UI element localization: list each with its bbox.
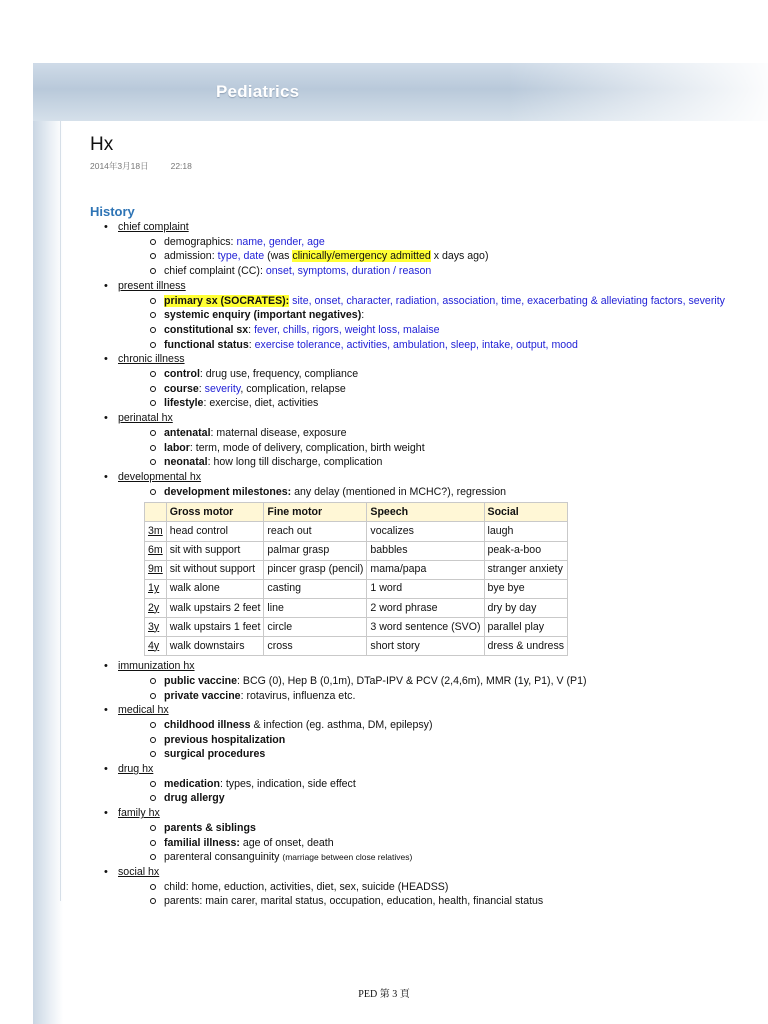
text-run: antenatal [164,426,211,439]
table-cell: walk upstairs 1 feet [166,617,264,636]
text-run: : maternal disease, exposure [210,426,347,439]
text-run: site, onset, character, radiation, association, time, exacerbating & alleviating factors, severity [292,294,725,307]
table-cell: walk alone [166,579,264,598]
text-run: chief complaint (CC): [164,265,266,278]
sub-item[interactable] [118,850,760,865]
category-label[interactable]: present illness [118,279,186,292]
table-cell: bye bye [484,579,568,598]
text-run: course [164,382,199,395]
table-cell: stranger anxiety [484,560,568,579]
sub-item[interactable] [118,455,760,470]
text-run: : exercise, diet, activities [203,397,319,410]
table-row [145,560,568,579]
text-run: functional status [164,338,249,351]
text-run: primary sx (SOCRATES): [164,294,290,307]
table-cell: walk upstairs 2 feet [166,598,264,617]
table-cell: mama/papa [367,560,484,579]
text-run: development milestones: [164,485,292,498]
text-run: parenteral consanguinity [164,851,283,864]
sub-item[interactable] [118,396,760,411]
milestones-table [144,502,568,656]
age-cell: 1y [145,579,167,598]
text-run: familial illness: [164,836,240,849]
sub-item[interactable] [118,382,760,397]
page-timestamp [90,160,192,172]
age-cell: 6m [145,541,167,560]
table-cell: circle [264,617,367,636]
sub-item[interactable] [118,235,760,250]
left-margin-bar [33,121,63,1024]
page-date: 2014年3月18日 [90,161,149,171]
table-cell: babbles [367,541,484,560]
text-run: labor [164,441,190,454]
text-run: (marriage between close relatives) [282,852,413,863]
outline-item-present-illness[interactable] [100,279,760,353]
text-run: medication [164,777,220,790]
text-run: type, date [217,250,265,263]
sub-list [118,718,760,762]
page-time: 22:18 [170,161,192,171]
column-header [145,503,167,522]
table-row [145,637,568,656]
sub-list [118,880,760,909]
history-heading: History [90,204,135,219]
table-row [145,617,568,636]
text-run: fever, chills, rigors, weight loss, malaise [254,323,440,336]
sub-item[interactable] [118,718,760,733]
sub-item[interactable] [118,367,760,382]
table-cell: short story [367,637,484,656]
text-run: parents: main carer, marital status, occupation, education, health, financial status [164,895,544,908]
text-run: previous hospitalization [164,733,286,746]
column-header: Fine motor [264,503,367,522]
text-run: private vaccine [164,689,241,702]
table-cell: 3 word sentence (SVO) [367,617,484,636]
sub-item[interactable] [118,689,760,704]
text-run: (was [264,250,293,263]
history-outline[interactable] [100,220,760,909]
sub-item[interactable] [118,323,760,338]
outline-item-perinatal-hx[interactable] [100,411,760,470]
table-cell: pincer grasp (pencil) [264,560,367,579]
category-label[interactable]: family hx [118,807,160,820]
section-title-header: Pediatrics [216,82,300,101]
table-cell: reach out [264,522,367,541]
margin-divider [60,121,61,901]
sub-item[interactable] [118,426,760,441]
table-cell: vocalizes [367,522,484,541]
table-cell: walk downstairs [166,637,264,656]
text-run: severity [204,382,241,395]
text-run: : how long till discharge, complication [207,456,383,469]
category-label[interactable]: chronic illness [118,353,185,366]
age-cell: 2y [145,598,167,617]
table-cell: palmar grasp [264,541,367,560]
sub-list [118,821,760,865]
text-run: , complication, relapse [240,382,346,395]
table-row [145,598,568,617]
sub-item[interactable] [118,880,760,895]
category-label[interactable]: chief complaint [118,221,189,233]
text-run: : drug use, frequency, compliance [199,368,359,381]
table-cell: dress & undress [484,637,568,656]
text-run: control [164,368,200,381]
sub-list [118,294,760,353]
sub-item[interactable] [118,733,760,748]
sub-list [118,426,760,470]
sub-item[interactable] [118,338,760,353]
text-run: lifestyle [164,397,204,410]
category-label[interactable]: perinatal hx [118,412,173,425]
table-cell: sit with support [166,541,264,560]
table-row [145,541,568,560]
table-cell: 1 word [367,579,484,598]
sub-list [118,235,760,279]
table-cell: casting [264,579,367,598]
table-cell: laugh [484,522,568,541]
outline-item-chief-complaint[interactable] [100,220,760,279]
sub-list [118,367,760,411]
sub-item[interactable] [118,294,760,309]
text-run: childhood illness [164,718,251,731]
sub-item[interactable] [118,836,760,851]
text-run: clinically/emergency admitted [292,250,431,263]
sub-item[interactable] [118,308,760,323]
section-header-band [33,63,768,121]
text-run: surgical procedures [164,748,266,761]
column-header: Speech [367,503,484,522]
text-run: demographics: [164,235,237,248]
text-run: : [248,338,255,351]
text-run: : BCG (0), Hep B (0,1m), DTaP-IPV & PCV (2,4,6m), MMR (1y, P1), V (P1) [237,674,587,687]
sub-item[interactable] [118,674,760,689]
text-run: parents & siblings [164,821,256,834]
outline-item-family-hx[interactable] [100,806,760,865]
category-label[interactable]: developmental hx [118,470,202,483]
sub-item[interactable] [118,791,760,806]
outline-item-drug-hx[interactable] [100,762,760,806]
table-cell: 2 word phrase [367,598,484,617]
outline-item-social-hx[interactable] [100,865,760,909]
text-run: constitutional sx [164,323,249,336]
age-cell: 3m [145,522,167,541]
outline-item-immunization-hx[interactable] [100,659,760,703]
page-footer: PED 第 3 頁 [358,989,410,1000]
outline-item-developmental-hx[interactable] [100,470,760,656]
text-run: : [248,323,255,336]
text-run: systemic enquiry (important negatives) [164,309,362,322]
text-run: any delay (mentioned in MCHC?), regression [291,485,507,498]
text-run: drug allergy [164,792,225,805]
text-run: name, gender, age [236,235,325,248]
text-run: : [361,309,365,322]
table-cell: parallel play [484,617,568,636]
outline-item-medical-hx[interactable] [100,703,760,762]
category-label[interactable]: social hx [118,865,160,878]
sub-item[interactable] [118,777,760,792]
table-cell: dry by day [484,598,568,617]
text-run: & infection (eg. asthma, DM, epilepsy) [250,718,433,731]
category-label[interactable]: medical hx [118,704,169,717]
table-row [145,579,568,598]
sub-list [118,674,760,703]
sub-item[interactable] [118,747,760,762]
text-run: admission: [164,250,218,263]
table-row [145,522,568,541]
category-label[interactable]: drug hx [118,763,154,776]
table-header-row [145,503,568,522]
text-run: public vaccine [164,674,238,687]
sub-item[interactable] [118,821,760,836]
table-cell: head control [166,522,264,541]
sub-item[interactable] [118,441,760,456]
sub-item[interactable] [118,485,760,500]
sub-list [118,777,760,806]
text-run: : rotavirus, influenza etc. [240,689,356,702]
table-cell: cross [264,637,367,656]
column-header: Gross motor [166,503,264,522]
text-run: : term, mode of delivery, complication, birth weight [189,441,425,454]
sub-item[interactable] [118,894,760,909]
text-run: exercise tolerance, activities, ambulation, sleep, intake, output, mood [254,338,578,351]
text-run: child: home, eduction, activities, diet, sex, suicide (HEADSS) [164,880,449,893]
outline-list [100,220,760,909]
table-cell: line [264,598,367,617]
sub-list [118,485,760,500]
column-header: Social [484,503,568,522]
sub-item[interactable] [118,264,760,279]
outline-item-chronic-illness[interactable] [100,352,760,411]
text-run: age of onset, death [239,836,334,849]
text-run: : [198,382,205,395]
table-cell: sit without support [166,560,264,579]
age-cell: 3y [145,617,167,636]
sub-item[interactable] [118,249,760,264]
text-run: : types, indication, side effect [219,777,356,790]
text-run: onset, symptoms, duration / reason [265,265,432,278]
page-title[interactable]: Hx [90,134,114,155]
age-cell: 4y [145,637,167,656]
table-cell: peak-a-boo [484,541,568,560]
category-label[interactable]: immunization hx [118,660,195,673]
text-run: x days ago) [430,250,489,263]
text-run: neonatal [164,456,208,469]
age-cell: 9m [145,560,167,579]
